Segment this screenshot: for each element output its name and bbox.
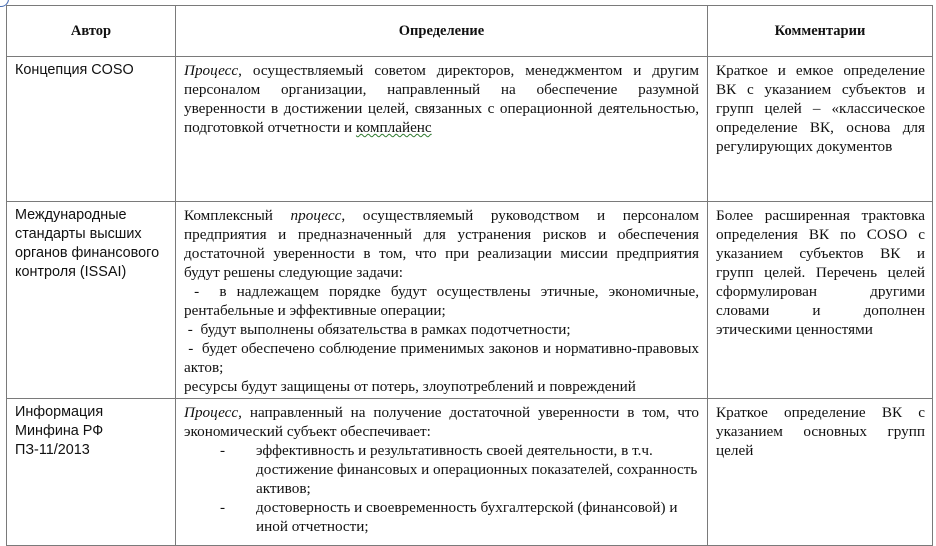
comment-cell [708,202,933,399]
bullet-text: эффективность и результативность своей деятельности, в т.ч. достижение финансовых и операционных показателей, сохранность активов; [256,442,698,497]
author-cell [7,399,176,546]
definition-list-item: - в надлежащем порядке будут осуществлены этичные, экономичные, рентабельные и эффективные операции; [184,283,703,319]
comment-text: Более расширенная трактовка определения ВК по COSO с указанием субъектов ВК и групп целей. Перечень целей сформулирован другими словами и дополнен этическими ценностями [716,207,925,338]
definition-lead: процесс [290,207,342,224]
definition-cell [176,57,708,202]
table-header-row [7,6,933,57]
definition-cell [176,399,708,546]
dash-bullet: - [220,499,226,516]
definition-bullet-item [184,498,699,536]
comment-text: Краткое определение ВК с указанием основных групп целей [716,404,925,459]
dash-bullet: - [220,442,226,459]
comment-text: Краткое и емкое определение ВК с указанием субъектов и групп целей – «классическое определение ВК, основа для регулирующих документов [716,62,925,155]
author-text: Информация Минфина РФ ПЗ-11/2013 [15,404,104,458]
table-row [7,57,933,202]
definition-cell [176,202,708,399]
definition-pre: Комплексный [184,207,291,224]
definition-text: , направленный на получение достаточной уверенности в том, что экономический субъект обеспечивает: [184,404,699,440]
definition-list-item: - будут выполнены обязательства в рамках подотчетности; [184,321,571,338]
definition-tail: ресурсы будут защищены от потерь, злоупотреблений и повреждений [184,378,636,395]
table-row [7,399,933,546]
author-cell [7,202,176,399]
comment-cell [708,399,933,546]
header-comments: Комментарии [708,6,933,57]
definition-text: , осуществляемый советом директоров, менеджментом и другим персоналом организации, направленный на обеспечение разумной уверенности в достижении целей, связанных с операционной деятельностью, подготовкой отчетности и [184,62,699,136]
definition-list-item: - будет обеспечено соблюдение применимых законов и нормативно-правовых актов; [184,340,703,376]
author-cell [7,57,176,202]
header-author: Автор [7,6,176,57]
table-row [7,202,933,399]
comment-cell [708,57,933,202]
definition-lead: Процесс [184,62,239,79]
author-text: Концепция COSO [15,62,134,78]
definition-text: , осуществляемый руководством и персоналом предприятия и предназначенный для устранения рисков и обеспечения достаточной уверенности в том, что при реализации миссии предприятия будут решены следующие задачи: [184,207,699,281]
definition-bullet-item [184,441,699,498]
header-definition: Определение [176,6,708,57]
definition-lead: Процесс [184,404,239,421]
spellcheck-underlined-word: комплайенс [355,119,432,136]
internal-control-definitions-table [6,5,933,546]
author-text: Международные стандарты высших органов финансового контроля (ISSAI) [15,207,160,280]
bullet-text: достоверность и своевременность бухгалтерской (финансовой) и иной отчетности; [256,499,678,535]
